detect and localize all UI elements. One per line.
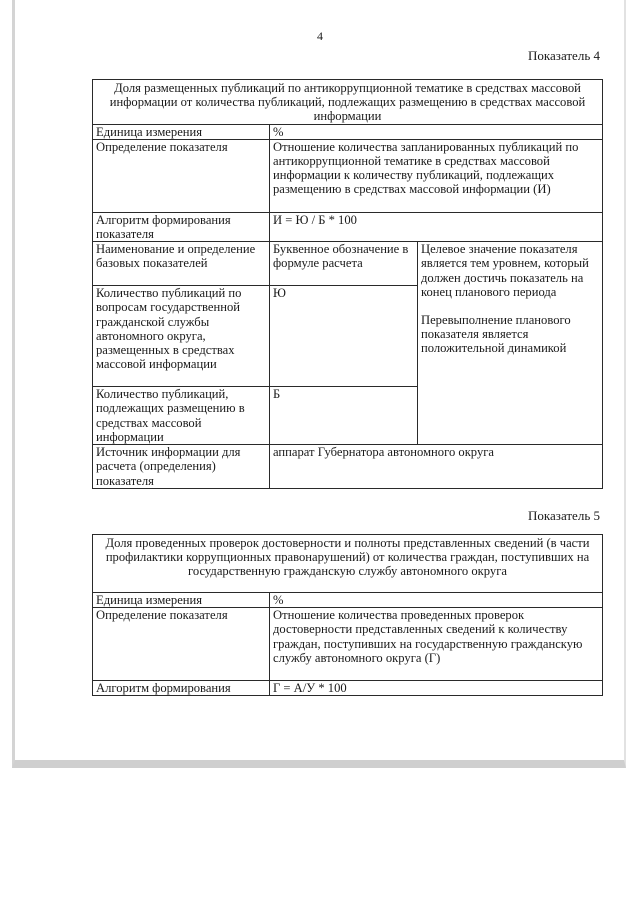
definition-value: Отношение количества проведенных проверок достоверности представленных сведений к количеству граждан, поступивших на государственную гражданскую службу автономного округа (Г)	[270, 608, 603, 681]
goal-text-2: Перевыполнение планового показателя является положительной динамикой	[421, 313, 571, 356]
algorithm-value: И = Ю / Б * 100	[270, 212, 603, 241]
base-indicators-header: Наименование и определение базовых показателей	[93, 242, 270, 286]
table-row	[93, 139, 603, 212]
table-row	[93, 445, 603, 489]
letter-header: Буквенное обозначение в формуле расчета	[270, 242, 418, 286]
table-row	[93, 681, 603, 696]
indicator-4-caption: Показатель 4	[528, 48, 600, 63]
indicator-4-table	[92, 79, 603, 489]
goal-note	[418, 242, 603, 445]
table-row	[93, 80, 603, 125]
unit-label: Единица измерения	[93, 124, 270, 139]
indicator-5-title: Доля проведенных проверок достоверности и полноты представленных сведений (в части профилактики коррупционных правонарушений) от количества граждан, поступивших на государственную гражданскую службу автономного округа	[93, 535, 603, 593]
table-row	[93, 608, 603, 681]
definition-value: Отношение количества запланированных публикаций по антикоррупционной тематике в средствах массовой информации к количеству публикаций, подлежащих размещению в средствах массовой информации (И)	[270, 139, 603, 212]
indicator-5-table	[92, 534, 603, 696]
definition-label: Определение показателя	[93, 139, 270, 212]
base2-name: Количество публикаций, подлежащих размещению в средствах массовой информации	[93, 387, 270, 445]
algorithm-label: Алгоритм формирования показателя	[93, 212, 270, 241]
goal-text-1: Целевое значение показателя является тем уровнем, который должен достичь показатель на конец планового периода	[421, 242, 589, 299]
indicator-5-caption: Показатель 5	[528, 508, 600, 523]
unit-value: %	[270, 124, 603, 139]
algorithm-value: Г = А/У * 100	[270, 681, 603, 696]
algorithm-label: Алгоритм формирования	[93, 681, 270, 696]
table-row	[93, 593, 603, 608]
table-row	[93, 124, 603, 139]
source-label: Источник информации для расчета (определения) показателя	[93, 445, 270, 489]
unit-value: %	[270, 593, 603, 608]
table-row	[93, 535, 603, 593]
table-row	[93, 242, 603, 286]
base1-letter: Ю	[270, 286, 418, 387]
definition-label: Определение показателя	[93, 608, 270, 681]
page-number: 4	[317, 29, 323, 43]
base1-name: Количество публикаций по вопросам государственной гражданской службы автономного округа, размещенных в средствах массовой информации	[93, 286, 270, 387]
source-value: аппарат Губернатора автономного округа	[270, 445, 603, 489]
unit-label: Единица измерения	[93, 593, 270, 608]
base2-letter: Б	[270, 387, 418, 445]
indicator-4-title: Доля размещенных публикаций по антикоррупционной тематике в средствах массовой информации от количества публикаций, подлежащих размещению в средствах массовой информации	[93, 80, 603, 125]
table-row	[93, 212, 603, 241]
